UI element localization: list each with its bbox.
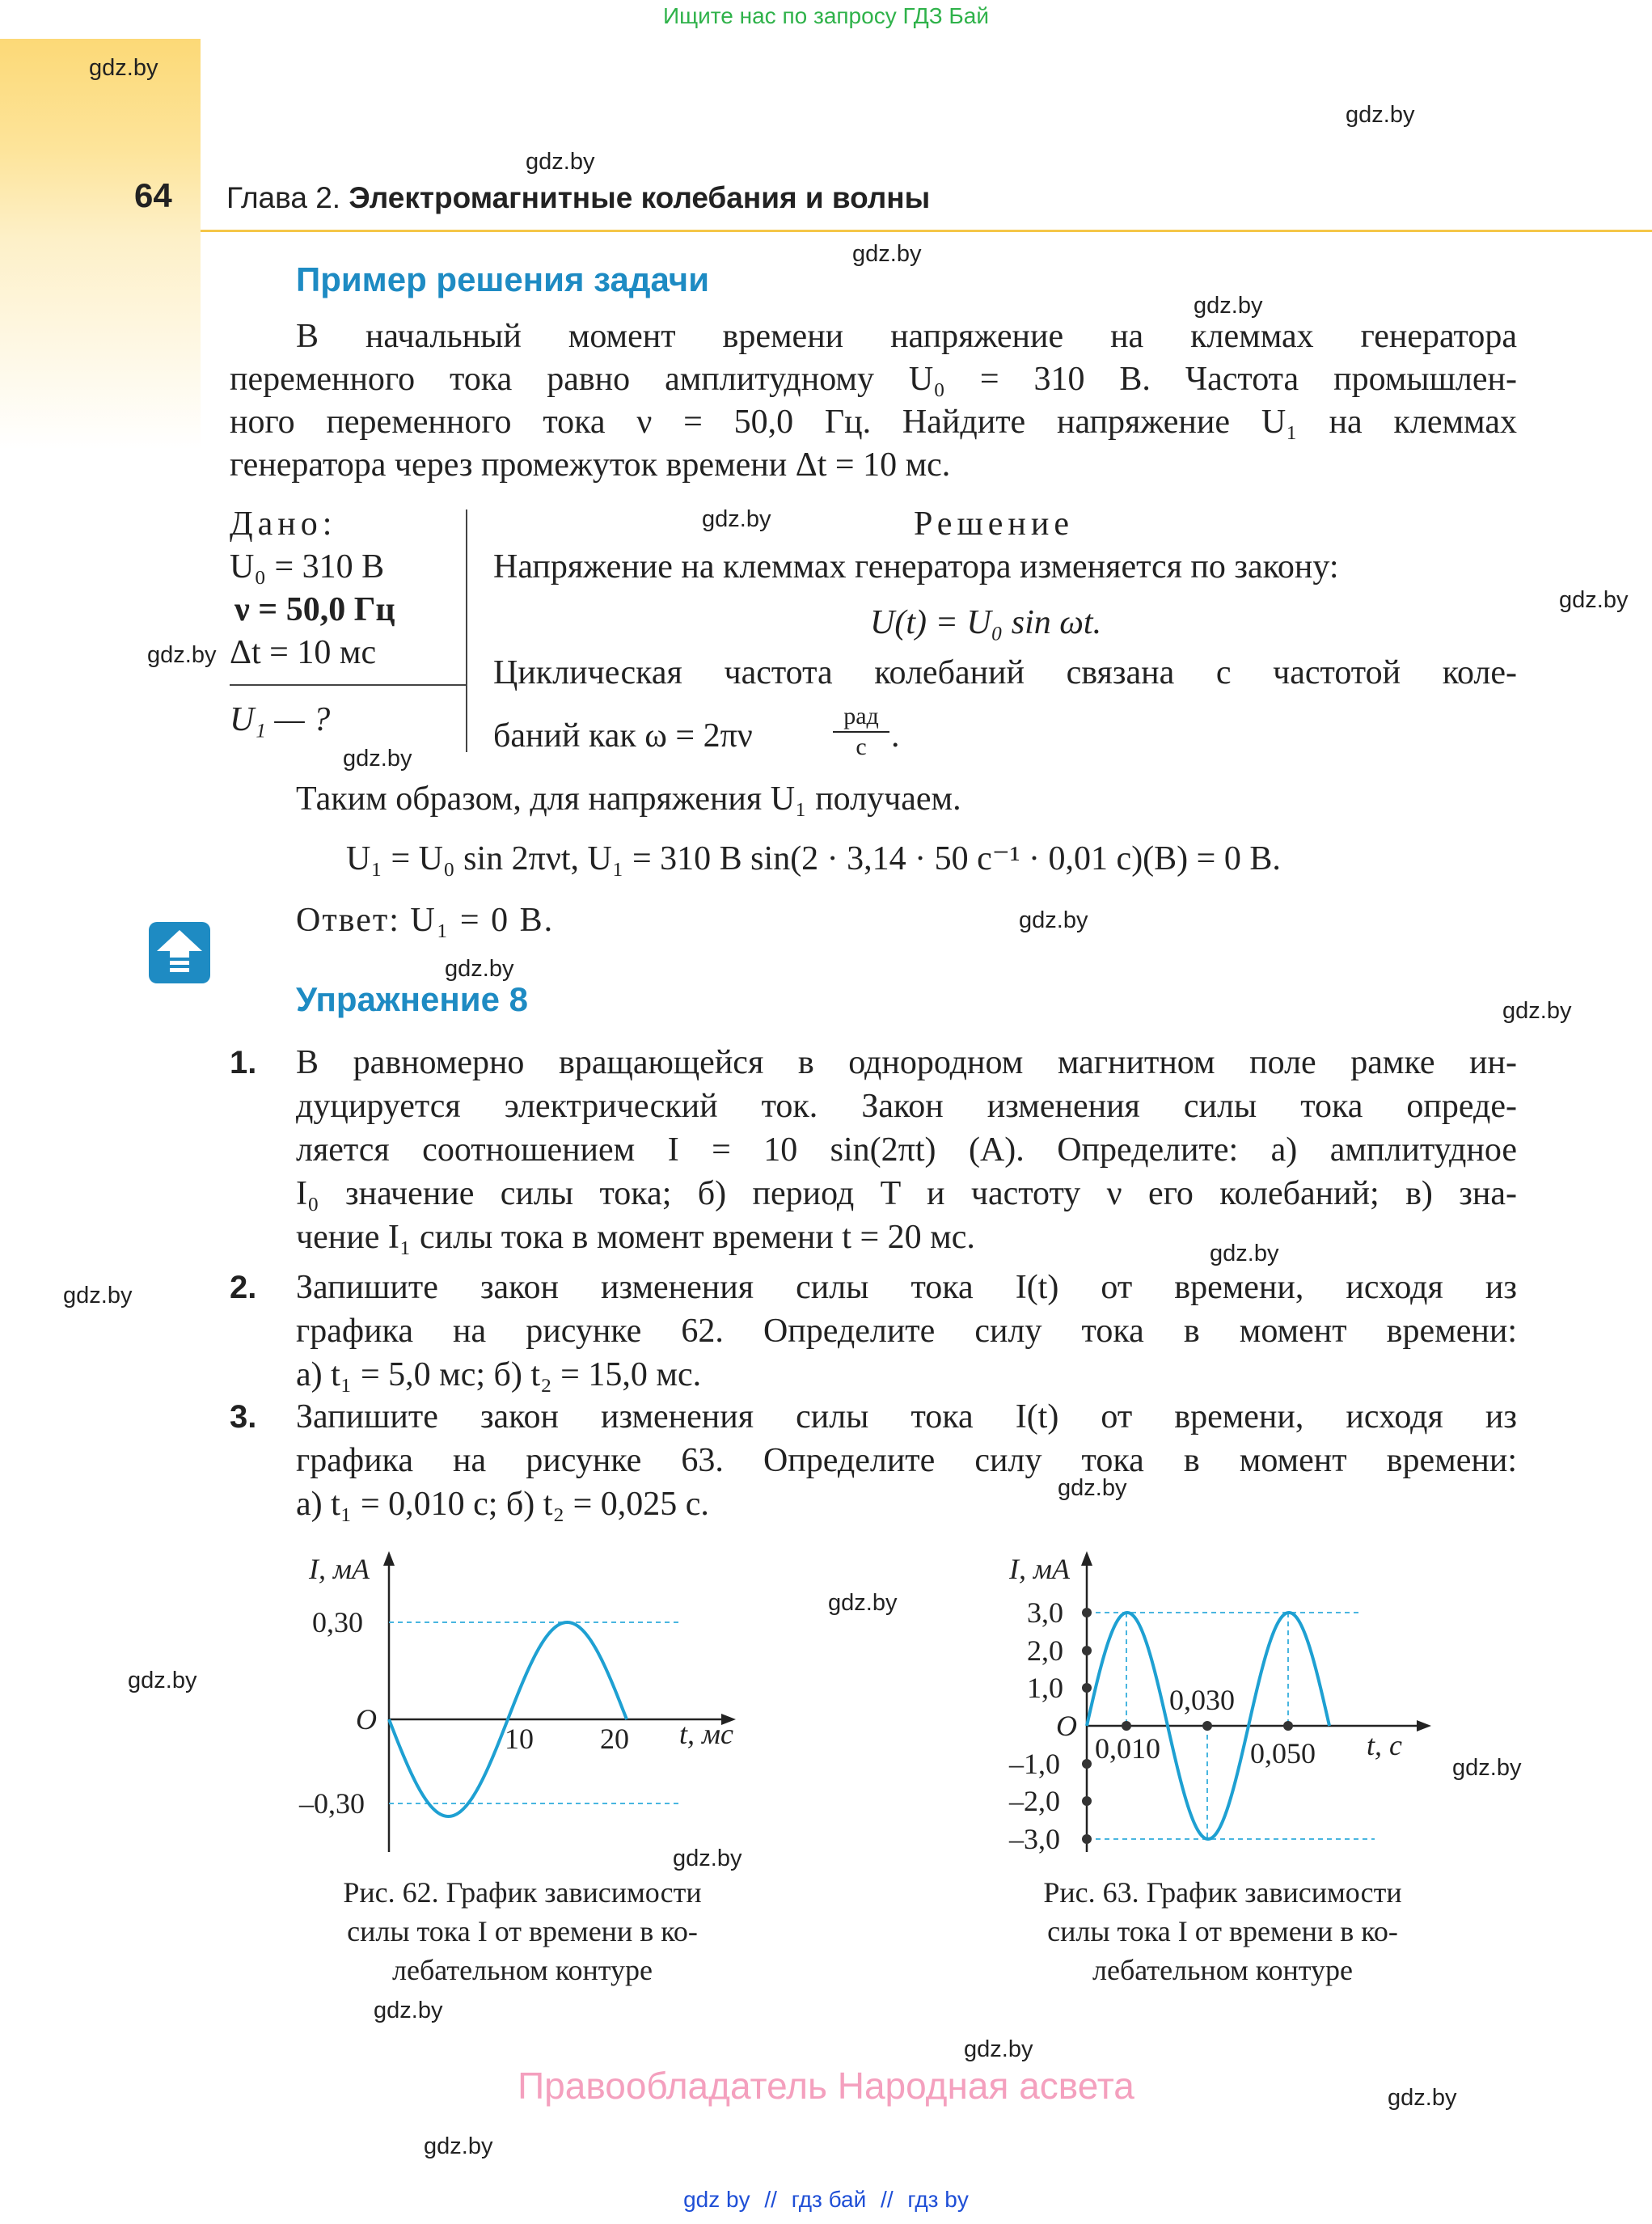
watermark: gdz.by <box>1210 1241 1279 1266</box>
watermark: gdz.by <box>343 746 412 772</box>
fig63-y-arrow <box>1081 1551 1092 1566</box>
exercise-title: Упражнение 8 <box>296 980 528 1018</box>
fig63-caption-line: Рис. 63. График зависимости <box>1043 1876 1402 1909</box>
fig62-origin: O <box>356 1703 377 1736</box>
solution-line: Напряжение на клеммах генератора изменяется по закону: <box>493 548 1339 586</box>
fraction-period: . <box>891 717 900 755</box>
footer-separator: // <box>764 2187 777 2212</box>
rad-numerator: рад <box>833 702 889 733</box>
exercise-line: а) t₁ = 0,010 с; б) t₂ = 0,025 с. <box>296 1486 709 1523</box>
fig62-ylabel: I, мА <box>309 1553 370 1585</box>
fig63-origin: O <box>1056 1710 1077 1742</box>
watermark: gdz.by <box>1058 1475 1127 1501</box>
watermark: gdz.by <box>1388 2085 1457 2111</box>
fig63-caption-line: лебательном контуре <box>1092 1954 1353 1986</box>
fig62-xtick: 10 <box>505 1723 534 1755</box>
given-vertical-rule <box>466 509 467 752</box>
footer-link-gdz-by[interactable]: gdz by <box>683 2187 750 2212</box>
fig62-caption-line: Рис. 62. График зависимости <box>343 1876 702 1909</box>
up-arrow-icon-glyph <box>149 922 210 983</box>
watermark: gdz.by <box>1502 998 1572 1024</box>
given-item: U₀ = 310 В <box>230 548 385 586</box>
given-divider <box>230 684 466 686</box>
watermark: gdz.by <box>1452 1755 1522 1781</box>
watermark: gdz.by <box>702 506 771 532</box>
footer-link-gdz-bai[interactable]: гдз бай <box>791 2187 867 2212</box>
fig63-caption-line: силы тока I от времени в ко- <box>1047 1915 1398 1947</box>
top-banner[interactable]: Ищите нас по запросу ГДЗ Бай <box>662 3 990 28</box>
fig62-xtick: 20 <box>600 1723 629 1755</box>
fig63-ytick: –3,0 <box>1009 1823 1060 1855</box>
watermark: gdz.by <box>964 2036 1033 2062</box>
fig62-ytick: 0,30 <box>312 1606 363 1638</box>
exercise-line: Запишите закон изменения силы тока I(t) от времени, исходя из <box>296 1398 1517 1435</box>
fig62-caption-line: лебательном контуре <box>392 1954 653 1986</box>
find-item: U₁ — ? <box>230 701 331 738</box>
exercise-line: I₀ значение силы тока; б) период T и частоту ν его колебаний; в) зна- <box>296 1175 1517 1212</box>
figure-62-chart <box>275 1537 776 1860</box>
fig63-ytick: 3,0 <box>1027 1596 1063 1629</box>
page-tab-fade <box>0 239 201 450</box>
chapter-title: Электромагнитные колебания и волны <box>349 181 931 214</box>
fig62-ytick: –0,30 <box>299 1787 365 1820</box>
answer: Ответ: U₁ = 0 В. <box>296 902 555 939</box>
exercise-line: ляется соотношением I = 10 sin(2πt) (А). Определите: а) амплитудное <box>296 1131 1517 1169</box>
fig63-ytick: –1,0 <box>1009 1748 1060 1780</box>
figure-62-caption <box>272 1873 773 1989</box>
watermark: gdz.by <box>852 241 922 267</box>
fig62-y-arrow <box>383 1551 395 1566</box>
watermark: gdz.by <box>89 55 158 81</box>
chapter-heading <box>226 181 930 215</box>
watermark: gdz.by <box>1019 907 1088 933</box>
exercise-line: чение I₁ силы тока в момент времени t = 20 мс. <box>296 1219 975 1256</box>
copyright-notice: Правообладатель Народная асвета <box>518 2065 1134 2107</box>
figure-63-chart <box>987 1537 1472 1860</box>
watermark: gdz.by <box>128 1668 197 1693</box>
example-para-line: ного переменного тока ν = 50,0 Гц. Найдите напряжение U₁ на клеммах <box>230 404 1517 441</box>
watermark: gdz.by <box>1559 587 1629 613</box>
exercise-line: графика на рисунке 62. Определите силу тока в момент времени: <box>296 1313 1517 1350</box>
watermark: gdz.by <box>63 1283 133 1309</box>
rad-denominator: с <box>856 734 867 760</box>
example-para-line: В начальный момент времени напряжение на клеммах генератора <box>296 318 1517 355</box>
watermark: gdz.by <box>828 1590 898 1616</box>
watermark: gdz.by <box>445 956 514 982</box>
exercise-number: 3. <box>230 1399 257 1435</box>
figure-63-caption <box>972 1873 1473 1989</box>
watermark: gdz.by <box>1346 102 1415 128</box>
fig63-ytick: 2,0 <box>1027 1634 1063 1667</box>
example-para-line: переменного тока равно амплитудному U₀ = 310 В. Частота промышлен- <box>230 361 1517 398</box>
page-number: 64 <box>134 176 172 214</box>
solution-line: Циклическая частота колебаний связана с частотой коле- <box>493 654 1517 691</box>
given-item: ν = 50,0 Гц <box>234 591 395 628</box>
watermark: gdz.by <box>1194 293 1263 319</box>
rad-fraction <box>833 702 889 762</box>
solution-line: Таким образом, для напряжения U₁ получаем. <box>296 780 961 818</box>
exercise-number: 1. <box>230 1045 257 1080</box>
exercise-line: В равномерно вращающейся в однородном магнитном поле рамке ин- <box>296 1044 1517 1081</box>
header-rule <box>201 230 1652 232</box>
solution-formula: U(t) = U₀ sin ωt. <box>870 604 1102 641</box>
fig63-xtick: 0,050 <box>1250 1737 1316 1769</box>
example-title: Пример решения задачи <box>296 260 710 298</box>
fig63-x-arrow <box>1417 1720 1431 1731</box>
fig63-xlabel: t, с <box>1367 1729 1402 1761</box>
footer-links <box>0 2187 1652 2213</box>
watermark: gdz.by <box>526 149 595 175</box>
watermark: gdz.by <box>424 2133 493 2159</box>
up-arrow-icon[interactable] <box>149 922 210 983</box>
watermark: gdz.by <box>374 1998 443 2023</box>
watermark: gdz.by <box>147 642 217 668</box>
solution-formula: U₁ = U₀ sin 2πνt, U₁ = 310 В sin(2 · 3,14 · 50 с⁻¹ · 0,01 с)(В) = 0 В. <box>346 840 1281 877</box>
example-para-line: генератора через промежуток времени Δt = 10 мс. <box>230 446 951 484</box>
chapter-prefix: Глава 2. <box>226 181 341 214</box>
fig63-xtick: 0,010 <box>1095 1732 1160 1765</box>
fig63-ytick: 1,0 <box>1027 1672 1063 1704</box>
exercise-number: 2. <box>230 1270 257 1305</box>
exercise-line: а) t₁ = 5,0 мс; б) t₂ = 15,0 мс. <box>296 1356 702 1393</box>
given-item: Δt = 10 мс <box>230 634 377 671</box>
fig62-xlabel: t, мс <box>679 1718 733 1750</box>
exercise-line: дуцируется электрический ток. Закон изменения силы тока опреде- <box>296 1088 1517 1125</box>
given-label: Дано: <box>230 505 337 543</box>
fig63-ytick: –2,0 <box>1009 1785 1060 1817</box>
footer-link-gdz-by-2[interactable]: гдз by <box>907 2187 969 2212</box>
solution-label: Решение <box>914 505 1075 543</box>
fig63-xtick: 0,030 <box>1169 1684 1235 1716</box>
exercise-line: Запишите закон изменения силы тока I(t) от времени, исходя из <box>296 1269 1517 1306</box>
solution-line: баний как ω = 2πν <box>493 717 753 755</box>
footer-separator: // <box>881 2187 894 2212</box>
watermark: gdz.by <box>673 1846 742 1871</box>
exercise-line: графика на рисунке 63. Определите силу тока в момент времени: <box>296 1442 1517 1479</box>
fig63-ylabel: I, мА <box>1009 1553 1070 1585</box>
fig62-caption-line: силы тока I от времени в ко- <box>347 1915 698 1947</box>
